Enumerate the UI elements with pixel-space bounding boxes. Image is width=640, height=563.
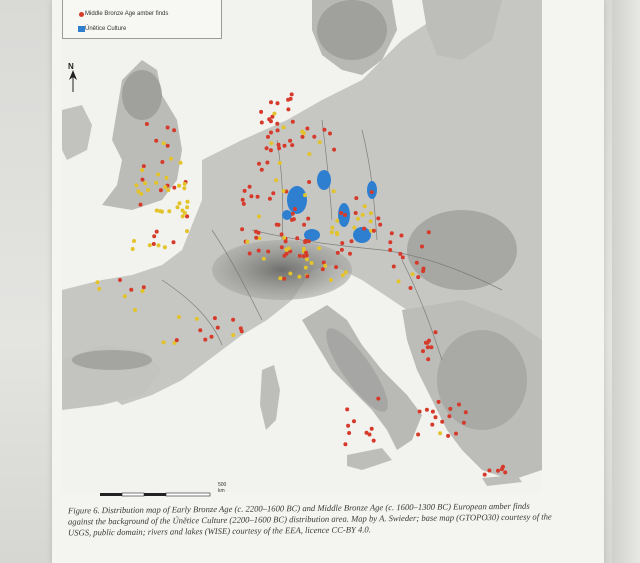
amber-find-red-dot — [172, 186, 176, 190]
amber-find-red-dot — [345, 407, 349, 411]
amber-find-red-dot — [418, 410, 422, 414]
amber-find-yellow-dot — [131, 247, 135, 251]
norway-relief — [317, 0, 387, 60]
amber-find-red-dot — [462, 421, 466, 425]
map-svg — [62, 0, 542, 492]
amber-find-yellow-dot — [135, 183, 139, 187]
amber-find-red-dot — [427, 230, 431, 234]
amber-find-red-dot — [257, 249, 261, 253]
amber-find-red-dot — [376, 216, 380, 220]
amber-find-red-dot — [266, 135, 270, 139]
blue-square-icon — [78, 26, 85, 32]
carpathians-relief — [407, 210, 517, 290]
amber-find-red-dot — [340, 241, 344, 245]
unetice-area-patch — [317, 170, 331, 190]
amber-find-yellow-dot — [274, 178, 278, 182]
amber-find-red-dot — [203, 338, 207, 342]
amber-find-yellow-dot — [158, 209, 162, 213]
amber-find-red-dot — [429, 345, 433, 349]
legend-label-unetice: Únětice Culture — [85, 26, 127, 32]
amber-find-red-dot — [362, 227, 366, 231]
amber-find-red-dot — [424, 341, 428, 345]
amber-find-red-dot — [354, 211, 358, 215]
amber-find-red-dot — [166, 126, 170, 130]
amber-find-red-dot — [291, 120, 295, 124]
amber-find-yellow-dot — [287, 247, 291, 251]
amber-find-red-dot — [290, 92, 294, 96]
amber-find-red-dot — [448, 407, 452, 411]
scale-label: 500 km — [218, 482, 227, 494]
amber-find-yellow-dot — [155, 209, 159, 213]
amber-find-red-dot — [392, 265, 396, 269]
amber-find-red-dot — [154, 139, 158, 143]
amber-find-red-dot — [303, 240, 307, 244]
legend-item-unetice — [85, 26, 126, 32]
amber-find-red-dot — [457, 403, 461, 407]
amber-find-yellow-dot — [288, 272, 292, 276]
amber-find-red-dot — [409, 286, 413, 290]
amber-find-red-dot — [145, 122, 149, 126]
amber-find-red-dot — [260, 168, 264, 172]
figure-caption: Figure 6. Distribution map of Early Bronze Age (c. 2200–1600 BC) and Middle Bronze Age (c. 1600–1300 BC) European amber finds against the background of the Únětice Culture (2200–1600 BC) distribution area. Map by A. Swieder; base map (GTOPO30) courtesy of the USGS, public domain; rivers and lakes (WISE) courtesy of the EEA, licence CC-BY 4.0. — [68, 500, 552, 538]
amber-find-yellow-dot — [167, 209, 171, 213]
amber-find-yellow-dot — [278, 276, 282, 280]
amber-find-red-dot — [265, 161, 269, 165]
amber-find-yellow-dot — [195, 317, 199, 321]
amber-find-yellow-dot — [185, 229, 189, 233]
amber-find-red-dot — [293, 207, 297, 211]
amber-find-red-dot — [434, 415, 438, 419]
amber-find-red-dot — [370, 427, 374, 431]
amber-find-red-dot — [496, 469, 500, 473]
amber-find-red-dot — [332, 148, 336, 152]
amber-find-yellow-dot — [183, 211, 187, 215]
amber-find-yellow-dot — [282, 236, 286, 240]
amber-find-red-dot — [346, 424, 350, 428]
amber-find-yellow-dot — [330, 226, 334, 230]
amber-find-red-dot — [254, 236, 258, 240]
amber-find-red-dot — [216, 326, 220, 330]
amber-find-red-dot — [440, 420, 444, 424]
amber-find-red-dot — [336, 251, 340, 255]
amber-find-red-dot — [354, 196, 358, 200]
amber-find-yellow-dot — [330, 230, 334, 234]
amber-find-red-dot — [420, 245, 424, 249]
amber-find-yellow-dot — [132, 239, 136, 243]
amber-find-yellow-dot — [304, 266, 308, 270]
distribution-map — [62, 0, 542, 492]
amber-find-red-dot — [306, 217, 310, 221]
amber-find-red-dot — [334, 265, 338, 269]
amber-find-red-dot — [268, 197, 272, 201]
amber-find-yellow-dot — [369, 211, 373, 215]
amber-find-red-dot — [295, 236, 299, 240]
amber-find-yellow-dot — [182, 186, 186, 190]
amber-find-red-dot — [426, 345, 430, 349]
amber-find-yellow-dot — [369, 219, 373, 223]
amber-find-red-dot — [312, 135, 316, 139]
amber-find-yellow-dot — [310, 261, 314, 265]
amber-find-red-dot — [388, 240, 392, 244]
amber-find-red-dot — [446, 434, 450, 438]
amber-find-red-dot — [243, 189, 247, 193]
amber-find-red-dot — [249, 194, 253, 198]
amber-find-red-dot — [118, 278, 122, 282]
amber-find-yellow-dot — [156, 173, 160, 177]
amber-find-red-dot — [464, 410, 468, 414]
amber-find-red-dot — [339, 211, 343, 215]
amber-find-red-dot — [454, 432, 458, 436]
amber-find-red-dot — [265, 146, 269, 150]
amber-find-yellow-dot — [303, 193, 307, 197]
amber-find-yellow-dot — [305, 257, 309, 261]
amber-find-red-dot — [277, 223, 281, 227]
unetice-area-patch — [367, 181, 377, 199]
unetice-area-patch — [282, 210, 292, 220]
amber-find-red-dot — [240, 227, 244, 231]
amber-find-red-dot — [352, 419, 356, 423]
amber-find-yellow-dot — [136, 189, 140, 193]
amber-find-red-dot — [266, 250, 270, 254]
amber-find-yellow-dot — [165, 176, 169, 180]
amber-find-red-dot — [305, 253, 309, 257]
amber-find-yellow-dot — [352, 226, 356, 230]
amber-find-red-dot — [275, 122, 279, 126]
amber-find-red-dot — [159, 188, 163, 192]
amber-find-yellow-dot — [318, 140, 322, 144]
amber-find-red-dot — [185, 214, 189, 218]
amber-find-yellow-dot — [282, 189, 286, 193]
amber-find-red-dot — [328, 132, 332, 136]
amber-find-yellow-dot — [162, 141, 166, 145]
amber-find-red-dot — [431, 410, 435, 414]
amber-find-red-dot — [343, 213, 347, 217]
amber-find-yellow-dot — [143, 181, 147, 185]
amber-find-yellow-dot — [257, 215, 261, 219]
amber-find-red-dot — [390, 231, 394, 235]
amber-find-yellow-dot — [183, 182, 187, 186]
amber-find-red-dot — [305, 274, 309, 278]
amber-find-red-dot — [426, 357, 430, 361]
amber-find-yellow-dot — [154, 181, 158, 185]
amber-find-yellow-dot — [179, 161, 183, 165]
north-arrow-icon — [68, 70, 78, 100]
amber-find-red-dot — [372, 229, 376, 233]
amber-find-red-dot — [260, 121, 264, 125]
amber-find-red-dot — [139, 203, 143, 207]
amber-find-yellow-dot — [332, 189, 336, 193]
amber-find-red-dot — [437, 400, 441, 404]
amber-find-yellow-dot — [97, 287, 101, 291]
amber-find-yellow-dot — [300, 130, 304, 134]
amber-find-yellow-dot — [245, 240, 249, 244]
amber-find-yellow-dot — [269, 141, 273, 145]
amber-find-yellow-dot — [140, 168, 144, 172]
amber-find-yellow-dot — [141, 289, 145, 293]
amber-find-red-dot — [259, 110, 263, 114]
amber-find-red-dot — [198, 328, 202, 332]
amber-find-red-dot — [305, 127, 309, 131]
amber-find-red-dot — [257, 231, 261, 235]
amber-find-red-dot — [155, 230, 159, 234]
amber-find-red-dot — [175, 338, 179, 342]
amber-find-red-dot — [416, 275, 420, 279]
legend-item-amber — [85, 11, 168, 17]
amber-find-yellow-dot — [148, 243, 152, 247]
amber-find-red-dot — [416, 433, 420, 437]
amber-find-red-dot — [276, 101, 280, 105]
amber-find-red-dot — [282, 254, 286, 258]
amber-find-yellow-dot — [186, 200, 190, 204]
amber-find-yellow-dot — [278, 161, 282, 165]
amber-find-yellow-dot — [335, 219, 339, 223]
amber-find-red-dot — [276, 128, 280, 132]
amber-find-yellow-dot — [363, 204, 367, 208]
amber-find-red-dot — [290, 218, 294, 222]
amber-find-red-dot — [248, 252, 252, 256]
amber-find-red-dot — [248, 185, 252, 189]
amber-find-red-dot — [277, 146, 281, 150]
amber-find-yellow-dot — [163, 185, 167, 189]
amber-find-red-dot — [321, 267, 325, 271]
amber-find-red-dot — [280, 245, 284, 249]
amber-find-red-dot — [142, 285, 146, 289]
amber-find-red-dot — [286, 107, 290, 111]
amber-find-yellow-dot — [272, 112, 276, 116]
amber-find-red-dot — [447, 414, 451, 418]
scale-bar-graphic — [100, 491, 215, 499]
amber-find-yellow-dot — [411, 272, 415, 276]
amber-find-red-dot — [166, 144, 170, 148]
amber-find-red-dot — [322, 128, 326, 132]
amber-find-red-dot — [283, 144, 287, 148]
amber-find-red-dot — [388, 248, 392, 252]
amber-find-red-dot — [398, 252, 402, 256]
amber-find-red-dot — [350, 239, 354, 243]
amber-find-red-dot — [152, 234, 156, 238]
book-page — [52, 0, 604, 563]
amber-find-red-dot — [240, 329, 244, 333]
amber-find-red-dot — [501, 465, 505, 469]
amber-find-red-dot — [421, 349, 425, 353]
scotland-relief — [122, 70, 162, 120]
amber-find-red-dot — [290, 143, 294, 147]
amber-find-yellow-dot — [163, 245, 167, 249]
amber-find-red-dot — [142, 164, 146, 168]
scale-bar — [100, 482, 227, 498]
amber-find-red-dot — [301, 135, 305, 139]
amber-find-red-dot — [307, 180, 311, 184]
amber-find-red-dot — [487, 469, 491, 473]
amber-find-yellow-dot — [262, 257, 266, 261]
amber-find-red-dot — [172, 240, 176, 244]
amber-find-red-dot — [343, 442, 347, 446]
amber-find-red-dot — [256, 195, 260, 199]
amber-find-yellow-dot — [133, 308, 137, 312]
amber-find-yellow-dot — [361, 213, 365, 217]
amber-find-red-dot — [347, 431, 351, 435]
amber-find-red-dot — [242, 202, 246, 206]
unetice-area-patch — [287, 186, 307, 214]
amber-find-red-dot — [370, 190, 374, 194]
amber-find-yellow-dot — [397, 279, 401, 283]
amber-find-red-dot — [288, 139, 292, 143]
amber-find-yellow-dot — [123, 294, 127, 298]
amber-find-yellow-dot — [185, 205, 189, 209]
north-arrow — [68, 62, 78, 92]
amber-find-red-dot — [269, 119, 273, 123]
north-label: N — [68, 62, 74, 71]
amber-find-red-dot — [340, 248, 344, 252]
amber-find-red-dot — [298, 254, 302, 258]
amber-find-red-dot — [152, 242, 156, 246]
red-dot-icon — [79, 12, 84, 17]
amber-find-red-dot — [271, 191, 275, 195]
amber-find-yellow-dot — [166, 188, 170, 192]
amber-find-red-dot — [231, 318, 235, 322]
amber-find-red-dot — [172, 128, 176, 132]
amber-find-red-dot — [269, 148, 273, 152]
amber-find-red-dot — [378, 223, 382, 227]
amber-find-yellow-dot — [162, 340, 166, 344]
amber-find-red-dot — [425, 408, 429, 412]
amber-find-red-dot — [372, 439, 376, 443]
amber-find-yellow-dot — [177, 184, 181, 188]
unetice-area-patch — [353, 227, 371, 243]
amber-find-yellow-dot — [329, 278, 333, 282]
amber-find-red-dot — [291, 212, 295, 216]
amber-find-yellow-dot — [297, 275, 301, 279]
amber-find-red-dot — [284, 239, 288, 243]
amber-find-yellow-dot — [176, 205, 180, 209]
amber-find-yellow-dot — [323, 264, 327, 268]
amber-find-red-dot — [368, 433, 372, 437]
amber-find-red-dot — [210, 335, 214, 339]
amber-find-red-dot — [160, 160, 164, 164]
amber-find-red-dot — [282, 277, 286, 281]
amber-find-yellow-dot — [282, 125, 286, 129]
amber-find-red-dot — [348, 252, 352, 256]
amber-find-red-dot — [141, 178, 145, 182]
amber-find-red-dot — [307, 239, 311, 243]
pyrenees-relief — [72, 350, 152, 370]
amber-find-red-dot — [289, 97, 293, 101]
amber-find-yellow-dot — [356, 217, 360, 221]
amber-find-yellow-dot — [95, 280, 99, 284]
amber-find-yellow-dot — [341, 273, 345, 277]
amber-find-red-dot — [415, 261, 419, 265]
amber-find-yellow-dot — [307, 152, 311, 156]
amber-find-yellow-dot — [344, 270, 348, 274]
amber-find-red-dot — [280, 232, 284, 236]
legend-label-amber: Middle Bronze Age amber finds — [85, 11, 169, 17]
amber-find-red-dot — [503, 470, 507, 474]
amber-find-red-dot — [302, 223, 306, 227]
amber-find-red-dot — [269, 100, 273, 104]
amber-find-yellow-dot — [169, 157, 173, 161]
amber-find-red-dot — [277, 143, 281, 147]
amber-find-yellow-dot — [157, 243, 161, 247]
amber-find-red-dot — [430, 423, 434, 427]
amber-find-red-dot — [401, 255, 405, 259]
amber-find-red-dot — [434, 330, 438, 334]
amber-find-yellow-dot — [231, 333, 235, 337]
amber-find-red-dot — [257, 162, 261, 166]
amber-find-yellow-dot — [302, 247, 306, 251]
monitor-bezel — [612, 0, 640, 563]
amber-find-yellow-dot — [438, 431, 442, 435]
amber-find-red-dot — [421, 269, 425, 273]
amber-find-yellow-dot — [317, 246, 321, 250]
amber-find-red-dot — [376, 397, 380, 401]
amber-find-red-dot — [241, 198, 245, 202]
amber-find-yellow-dot — [178, 201, 182, 205]
amber-find-red-dot — [213, 316, 217, 320]
amber-find-yellow-dot — [335, 232, 339, 236]
amber-find-red-dot — [483, 473, 487, 477]
amber-find-red-dot — [269, 131, 273, 135]
amber-find-yellow-dot — [181, 214, 185, 218]
amber-find-red-dot — [400, 234, 404, 238]
map-legend — [62, 0, 222, 39]
amber-find-yellow-dot — [146, 188, 150, 192]
amber-find-yellow-dot — [177, 315, 181, 319]
amber-find-red-dot — [129, 288, 133, 292]
